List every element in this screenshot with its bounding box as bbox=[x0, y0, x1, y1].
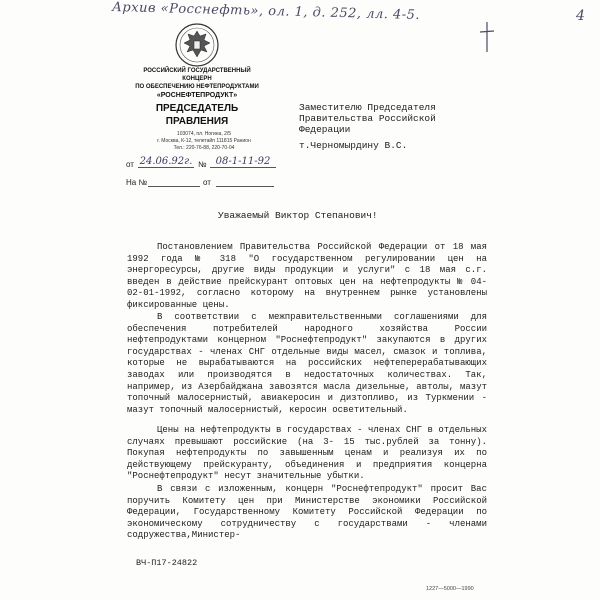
letterhead-org-name: «РОСНЕФТЕПРОДУКТ» bbox=[156, 92, 238, 99]
ref-reply-number-blank bbox=[148, 186, 200, 187]
letterhead-board-title: ПРАВЛЕНИЯ bbox=[165, 116, 229, 127]
body-paragraph bbox=[127, 242, 487, 312]
body-paragraph bbox=[127, 484, 487, 542]
paragraph-text: В связи с изложенным, концерн "Роснефтепродукт" просит Вас поручить Комитету цен при Министерстве экономики Российской Федерации, Государственному Комитету Российской Федерации по экономическому сотрудничеству с государствами - членами содружества,Министер- bbox=[127, 484, 487, 541]
page-number: 4 bbox=[576, 8, 585, 24]
ref-date-handwritten: 24.06.92г. bbox=[139, 156, 193, 167]
letterhead-phone-line: Тел.: 220-76-88, 220-70-04 bbox=[173, 145, 235, 151]
letterhead-chairman-title: ПРЕДСЕДАТЕЛЬ bbox=[155, 103, 239, 114]
coat-of-arms-emblem bbox=[174, 22, 220, 68]
addressee-line: Правительства Российской bbox=[299, 113, 436, 124]
document-code: ВЧ-П17-24822 bbox=[136, 558, 198, 568]
body-paragraph bbox=[127, 312, 487, 416]
ref-date-label: от bbox=[126, 160, 134, 169]
addressee-line: Заместителю Председателя bbox=[299, 102, 436, 113]
paragraph-text: В соответствии с межправительственными соглашениями для обеспечения потребителей народного хозяйства России нефтепродуктами концерном "Роснефтепродукт" закупаются в других государствах - членах СНГ отдельные виды масел, смазок и топлива, которые не вырабатываются на российских нефтеперерабатывающих заводах или производятся в недостаточных количествах. Так, например, из Азербайджана завозятся масла дизельные, автолы, мазут топочный малосернистый, авиакеросин и дизтопливо, из Туркмении - мазут топочный малосернистый, керосин осветительный. bbox=[127, 312, 487, 415]
letterhead-org-line: РОССИЙСКИЙ ГОСУДАРСТВЕННЫЙ bbox=[143, 68, 251, 74]
archive-handwritten-note: Архив «Росснефть», ол. 1, д. 252, лл. 4-5. bbox=[111, 0, 421, 24]
letterhead-org-line: ПО ОБЕСПЕЧЕНИЮ НЕФТЕПРОДУКТАМИ bbox=[135, 84, 259, 90]
ref-reply-to-label: На № bbox=[126, 178, 148, 187]
paragraph-text: Цены на нефтепродукты в государствах - членах СНГ в отдельных случаях превышают российские (на 3- 15 тыс.рублей за тонну). Покупая нефтепродукты по завышенным ценам и реализуя их по действующему прейскуранту, объединения и предприятия концерна "Роснефтепродукт" несут значительные убытки. bbox=[127, 425, 487, 482]
ref-number-label: № bbox=[198, 160, 207, 169]
ref-number-handwritten: 08-1-11-92 bbox=[210, 156, 276, 168]
addressee-name: т.Черномырдину В.С. bbox=[299, 140, 408, 151]
paragraph-text: Постановлением Правительства Российской Федерации от 18 мая 1992 года № 318 "О государственном регулировании цен на энергоресурсы, другие виды продукции и услуги" с 18 мая с.г. введен в действие прейскурант оптовых цен на нефтепродукты № 04-02-01-1992, согласно которому на внутреннем рынке установлены фиксированные цены. bbox=[127, 242, 487, 310]
margin-cross-mark bbox=[478, 22, 496, 52]
letter-greeting: Уважаемый Виктор Степанович! bbox=[218, 210, 378, 221]
body-paragraph bbox=[127, 425, 487, 483]
ref-reply-date-blank bbox=[216, 186, 274, 187]
print-run-mark: 1227—5000—1990 bbox=[426, 586, 474, 592]
letterhead-address-line: г. Москва, К-12, телетайп 111815 Ранион bbox=[157, 138, 251, 144]
letterhead-address-line: 103074, пл. Ногина, 2/5 bbox=[176, 131, 232, 137]
addressee-line: Федерации bbox=[299, 124, 351, 135]
letterhead-org-line: КОНЦЕРН bbox=[182, 76, 212, 82]
ref-reply-date-label: от bbox=[203, 178, 211, 187]
